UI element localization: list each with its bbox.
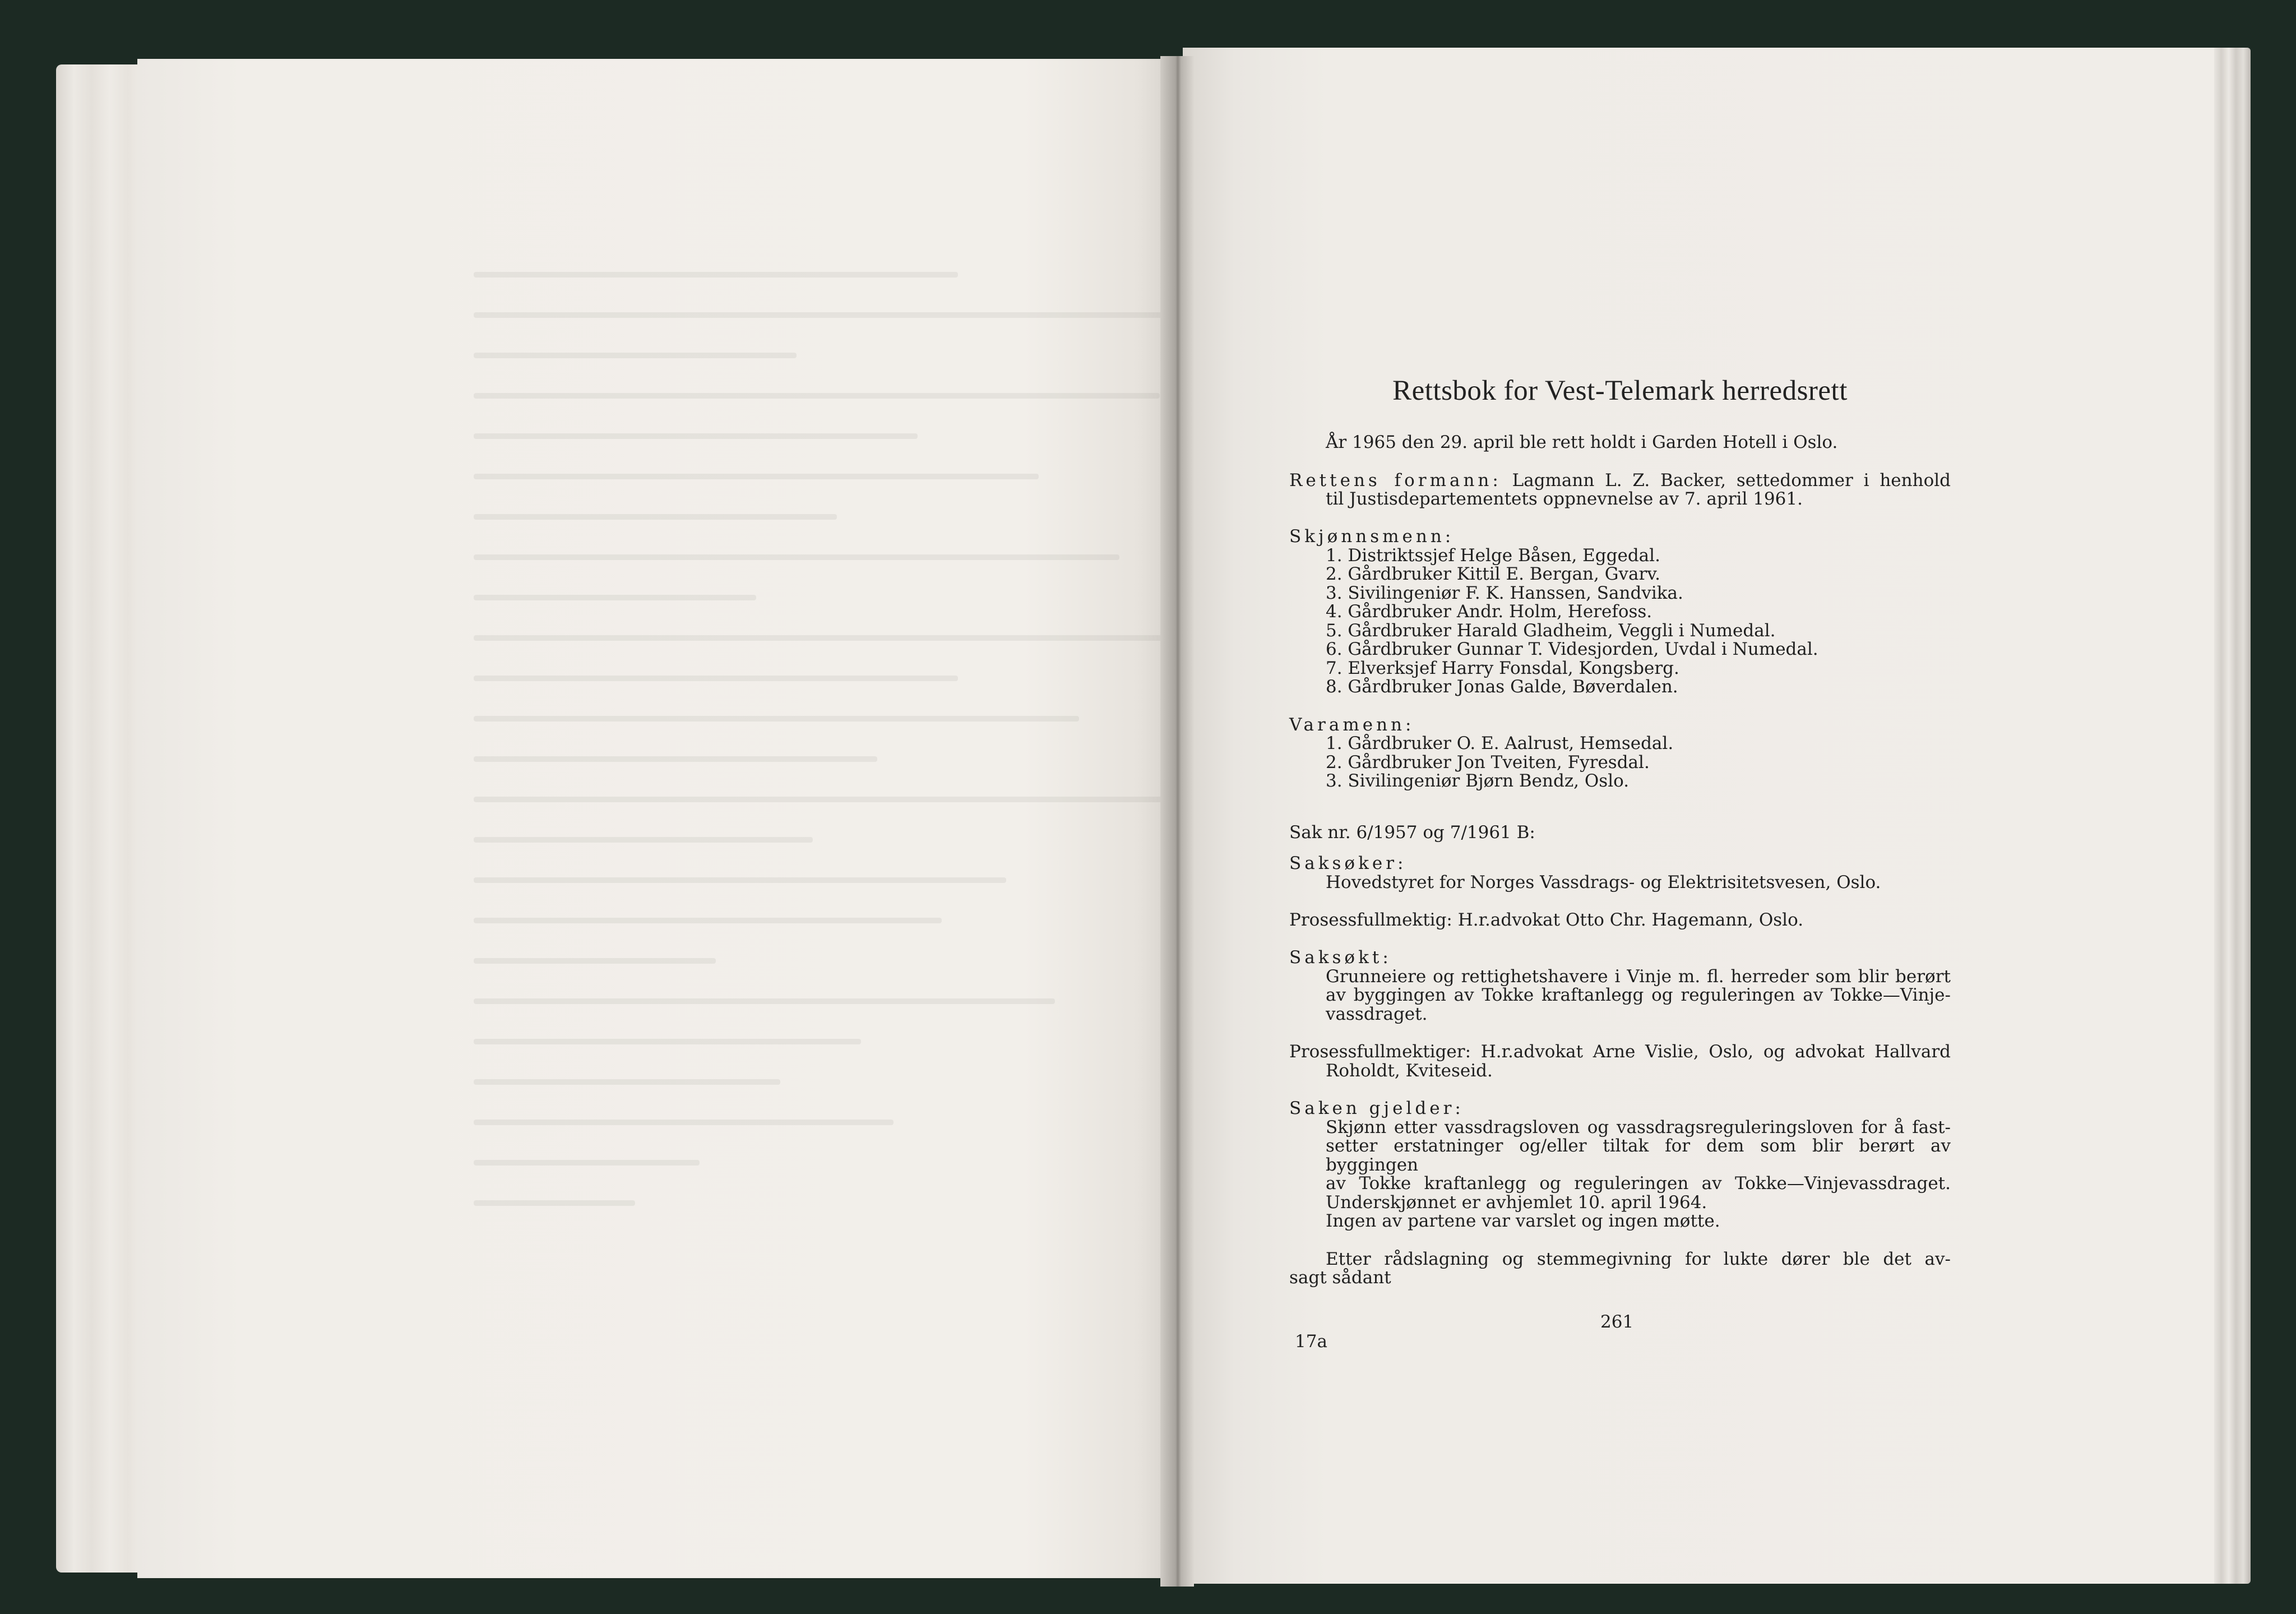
case-number: Sak nr. 6/1957 og 7/1961 B: bbox=[1289, 822, 1535, 843]
skjonnsmenn-list bbox=[1289, 547, 1951, 697]
saken-line: Underskjønnet er avhjemlet 10. april 1964. bbox=[1326, 1192, 1707, 1213]
left-page bbox=[137, 59, 1180, 1578]
closing-line: Etter rådslagning og stemmegivning for lukte dører ble det av- bbox=[1326, 1248, 1951, 1269]
list-item: 1. Distriktssjef Helge Båsen, Eggedal. bbox=[1326, 545, 1660, 566]
list-item: 4. Gårdbruker Andr. Holm, Herefoss. bbox=[1326, 602, 1652, 622]
intro-line: År 1965 den 29. april ble rett holdt i Garden Hotell i Oslo. bbox=[1326, 432, 1838, 453]
saksoker-label: Saksøker: bbox=[1289, 853, 1407, 874]
list-item: 7. Elverksjef Harry Fonsdal, Kongsberg. bbox=[1326, 658, 1679, 678]
varamenn-list bbox=[1289, 734, 1951, 790]
saksokt-line: vassdraget. bbox=[1326, 1003, 1428, 1024]
skjonnsmenn-label: Skjønnsmenn: bbox=[1289, 526, 1455, 547]
prosessfullmektig: Prosessfullmektig: H.r.advokat Otto Chr. Hagemann, Oslo. bbox=[1289, 909, 1804, 930]
list-item: 6. Gårdbruker Gunnar T. Videsjorden, Uvdal i Numedal. bbox=[1326, 639, 1818, 660]
page-number: 261 bbox=[1600, 1312, 1634, 1332]
formann-text: Lagmann L. Z. Backer, settedommer i henhold bbox=[1512, 470, 1951, 491]
page-title: Rettsbok for Vest-Telemark herredsrett bbox=[1392, 375, 1848, 406]
saksoker-text: Hovedstyret for Norges Vassdrags- og Elektrisitetsvesen, Oslo. bbox=[1326, 872, 1881, 892]
list-item: 2. Gårdbruker Kittil E. Bergan, Gvarv. bbox=[1326, 564, 1660, 585]
saken-line: Skjønn etter vassdragsloven og vassdragsreguleringsloven for å fast- bbox=[1326, 1117, 1951, 1137]
saken-line: av Tokke kraftanlegg og reguleringen av Tokke—Vinjevassdraget. bbox=[1326, 1173, 1951, 1194]
left-page-edges bbox=[56, 64, 146, 1573]
saken-line: Ingen av partene var varslet og ingen møtte. bbox=[1326, 1211, 1720, 1232]
signature-mark: 17a bbox=[1295, 1331, 1327, 1352]
bleed-through-text bbox=[474, 272, 1281, 1404]
closing-line-2: sagt sådant bbox=[1289, 1268, 1391, 1288]
saksokt-line: av byggingen av Tokke kraftanlegg og reguleringen av Tokke—Vinje- bbox=[1326, 985, 1951, 1006]
book-spine bbox=[1160, 56, 1194, 1587]
saken-label: Saken gjelder: bbox=[1289, 1098, 1464, 1119]
list-item: 5. Gårdbruker Harald Gladheim, Veggli i Numedal. bbox=[1326, 620, 1776, 641]
list-item: 8. Gårdbruker Jonas Galde, Bøverdalen. bbox=[1326, 677, 1678, 697]
prosessfullmektiger-2: Roholdt, Kviteseid. bbox=[1326, 1060, 1493, 1081]
list-item: 3. Sivilingeniør F. K. Hanssen, Sandvika. bbox=[1326, 582, 1683, 603]
saken-line: setter erstatninger og/eller tiltak for dem som blir berørt av byggingen bbox=[1326, 1136, 1951, 1175]
varamenn-label: Varamenn: bbox=[1289, 714, 1415, 735]
formann-label: Rettens formann: bbox=[1289, 470, 1502, 491]
saksokt-line: Grunneiere og rettighetshavere i Vinje m. fl. herreder som blir berørt bbox=[1326, 966, 1951, 987]
document-body bbox=[1289, 364, 1951, 1287]
prosessfullmektiger: Prosessfullmektiger: H.r.advokat Arne Vislie, Oslo, og advokat Hallvard bbox=[1289, 1042, 1951, 1062]
right-page-edges bbox=[2214, 48, 2251, 1584]
saksokt-label: Saksøkt: bbox=[1289, 947, 1392, 968]
list-item: 1. Gårdbruker O. E. Aalrust, Hemsedal. bbox=[1326, 733, 1674, 754]
formann-line bbox=[1289, 471, 1951, 490]
list-item: 3. Sivilingeniør Bjørn Bendz, Oslo. bbox=[1326, 771, 1630, 792]
formann-text-2: til Justisdepartementets oppnevnelse av 7. april 1961. bbox=[1326, 489, 1803, 510]
list-item: 2. Gårdbruker Jon Tveiten, Fyresdal. bbox=[1326, 752, 1650, 773]
